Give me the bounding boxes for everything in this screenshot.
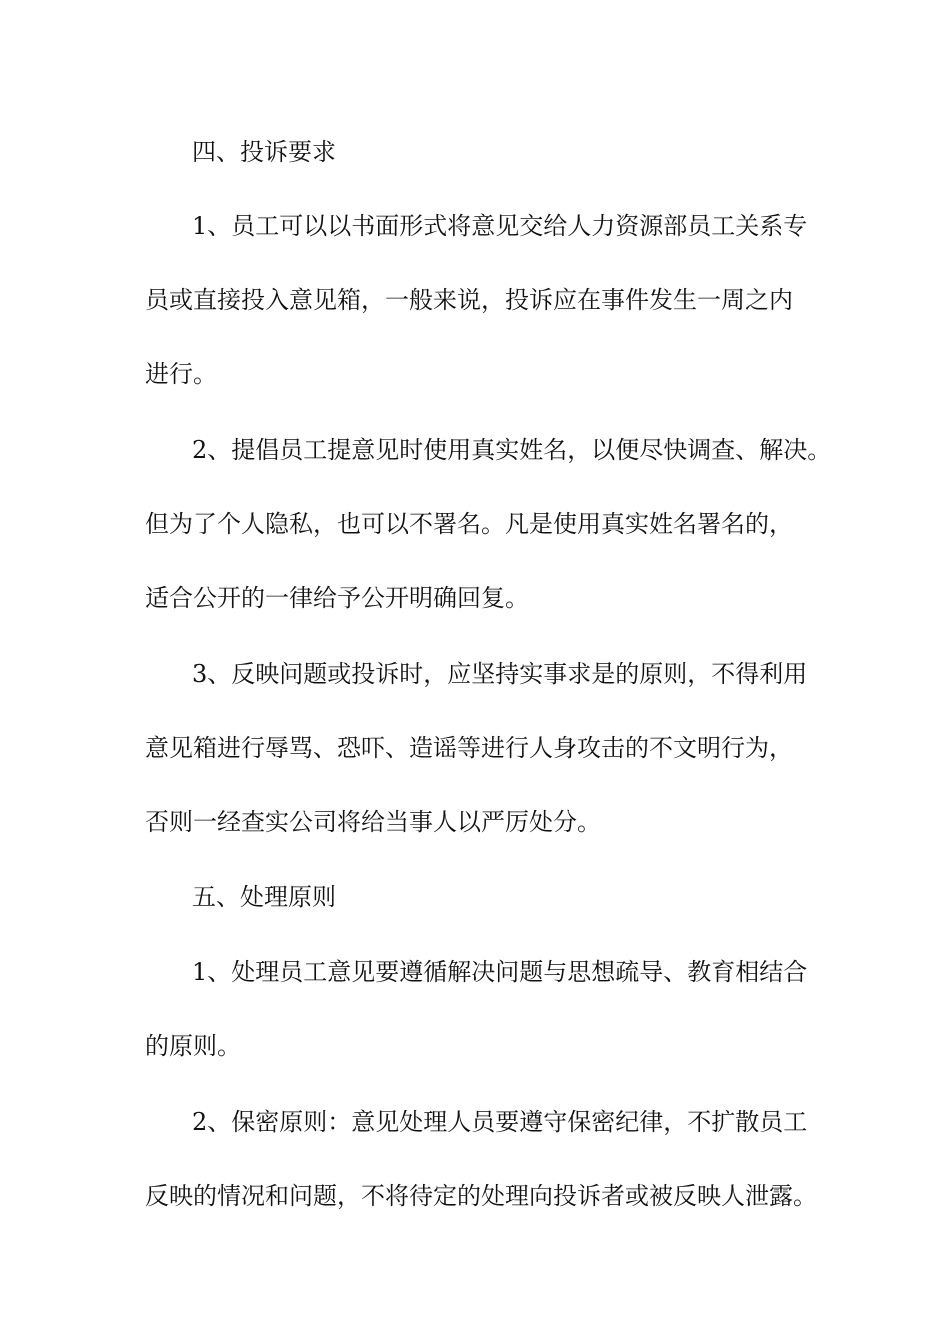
paragraph-line: 适合公开的一律给予公开明确回复。	[145, 584, 529, 612]
paragraph-line: 员或直接投入意见箱，一般来说，投诉应在事件发生一周之内	[145, 286, 793, 314]
paragraph-line: 2、提倡员工提意见时使用真实姓名，以便尽快调查、解决。	[192, 436, 832, 464]
paragraph-line: 进行。	[145, 360, 217, 388]
paragraph-line: 2、保密原则：意见处理人员要遵守保密纪律，不扩散员工	[192, 1108, 808, 1136]
paragraph-line: 但为了个人隐私，也可以不署名。凡是使用真实姓名署名的，	[145, 510, 793, 538]
paragraph-line: 意见箱进行辱骂、恐吓、造谣等进行人身攻击的不文明行为，	[145, 734, 793, 762]
paragraph-line: 反映的情况和问题，不将待定的处理向投诉者或被反映人泄露。	[145, 1182, 817, 1210]
section-heading: 五、处理原则	[192, 883, 336, 911]
paragraph-line: 否则一经查实公司将给当事人以严厉处分。	[145, 808, 601, 836]
paragraph-line: 的原则。	[145, 1032, 241, 1060]
section-heading: 四、投诉要求	[192, 138, 336, 166]
paragraph-line: 1、处理员工意见要遵循解决问题与思想疏导、教育相结合	[192, 958, 808, 986]
paragraph-line: 3、反映问题或投诉时，应坚持实事求是的原则，不得利用	[192, 660, 808, 688]
paragraph-line: 1、员工可以以书面形式将意见交给人力资源部员工关系专	[192, 212, 808, 240]
